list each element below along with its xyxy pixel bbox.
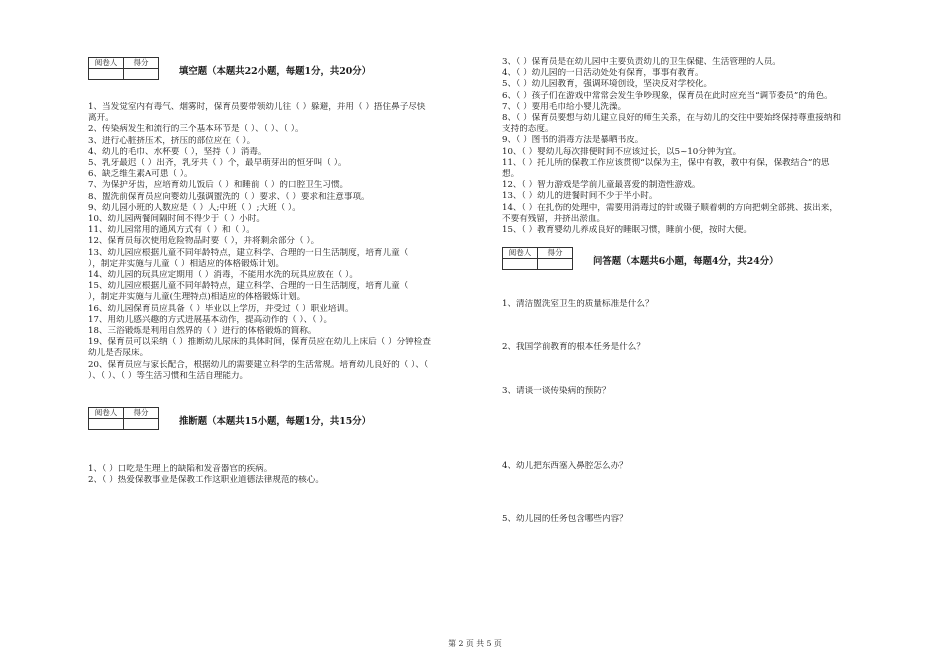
judge-line: 1、（ ）口吃是生理上的缺陷和发音器官的疾病。 xyxy=(88,464,273,475)
fill-line: 17、用幼儿感兴趣的方式进展基本动作，提高动作的（ ）、（ ）。 xyxy=(88,314,333,325)
score-label: 得分 xyxy=(538,248,573,259)
fill-questions xyxy=(88,102,486,382)
fill-section-header xyxy=(88,57,486,80)
judge-line: 13、（ ）幼儿的进餐时间不少于半小时。 xyxy=(502,191,658,202)
fill-line: ），制定并实施与儿童（ ）相适应的体格锻炼计划。 xyxy=(88,258,285,269)
qa-section-header xyxy=(502,247,874,270)
fill-line: 2、传染病发生和流行的三个基本环节是（ ）、（ ）、（ ）。 xyxy=(88,124,304,135)
judge-line: 不要有残留，并挤出淤血。 xyxy=(502,213,606,224)
judge-line: 12、（ ）智力游戏是学前儿童最喜爱的制造性游戏。 xyxy=(502,180,701,191)
qa-item: 5、幼儿园的任务包含哪些内容？ xyxy=(502,514,628,525)
fill-line: 15、幼儿园应根据儿童不同年龄特点，建立科学、合理的一日生活制度，培育儿童（ xyxy=(88,281,409,292)
judge-line: 11、（ ）托儿所的保教工作应该贯彻“以保为主，保中有教，教中有保，保教结合”的思 xyxy=(502,157,830,168)
judge-line: 10、（ ）婴幼儿每次排便时间不应该过长，以5~10分钟为宜。 xyxy=(502,146,742,157)
score-cell[interactable] xyxy=(124,419,159,430)
judge-questions-right xyxy=(502,57,874,236)
left-column xyxy=(88,57,486,486)
fill-line: 5、乳牙最迟（ ）出齐，乳牙共（ ）个，最早萌芽出的恒牙叫（ ）。 xyxy=(88,158,347,169)
score-label: 得分 xyxy=(124,408,159,419)
judge-section-header xyxy=(88,407,486,430)
fill-line: 19、保育员可以采纳（ ）推断幼儿尿床的具体时间，保育员应在幼儿上床后（ ）分钟检查 xyxy=(88,337,431,348)
judge-line: 2、（ ）热爱保教事业是保教工作这职业道德法律规范的核心。 xyxy=(88,475,324,486)
judge-line: 3、（ ）保育员是在幼儿园中主要负责幼儿的卫生保健、生活管理的人员。 xyxy=(502,57,781,67)
fill-line: 6、缺乏维生素A可患（ ）。 xyxy=(88,169,193,180)
grader-cell[interactable] xyxy=(89,69,124,80)
fill-line: 幼儿是否尿床。 xyxy=(88,348,149,359)
score-label: 得分 xyxy=(124,58,159,69)
grader-cell[interactable] xyxy=(503,259,538,270)
grader-table xyxy=(502,247,573,270)
fill-line: 12、保育员每次使用危险物品时要（ ），并将剩余部分（ ）。 xyxy=(88,236,320,247)
fill-line: 13、幼儿园应根据儿童不同年龄特点，建立科学、合理的一日生活制度，培育儿童（ xyxy=(88,247,409,258)
fill-line: 8、盥洗前保育员应向婴幼儿强调盥洗的（ ）要求、（ ）要求和注意事项。 xyxy=(88,191,370,202)
grader-label: 阅卷人 xyxy=(503,248,538,259)
qa-item: 3、请谈一谈传染病的预防？ xyxy=(502,385,611,396)
fill-line: 11、幼儿园常用的通风方式有（ ）和（ ）。 xyxy=(88,225,255,236)
judge-line: 9、（ ）图书的消毒方法是暴晒书皮。 xyxy=(502,135,644,146)
judge-questions-left xyxy=(88,464,486,486)
fill-line: 18、三浴锻炼是利用自然界的（ ）进行的体格锻炼的简称。 xyxy=(88,326,317,337)
fill-line: 9、幼儿园小班的人数应是（ ）人;中班（ ）;大班（ ）。 xyxy=(88,202,301,213)
qa-item: 2、我国学前教育的根本任务是什么？ xyxy=(502,342,645,353)
fill-line: 20、保育员应与家长配合，根据幼儿的需要建立科学的生活常规。培育幼儿良好的（ ）、（ xyxy=(88,359,429,370)
grader-table xyxy=(88,57,159,80)
right-column xyxy=(502,57,874,525)
fill-line: 7、为保护牙齿，应培育幼儿饭后（ ）和睡前（ ）的口腔卫生习惯。 xyxy=(88,180,349,191)
judge-line: 14、（ ）在扎伤的处理中，需要用消毒过的针或镊子顺着刺的方向把刺全部挑、拔出来， xyxy=(502,202,838,213)
grader-label: 阅卷人 xyxy=(89,408,124,419)
grader-label: 阅卷人 xyxy=(89,58,124,69)
qa-item: 1、清洁盥洗室卫生的质量标准是什么？ xyxy=(502,299,654,310)
fill-line: ）、（ ）、（ ）等生活习惯和生活自理能力。 xyxy=(88,370,249,381)
judge-section-title: 推断题（本题共15小题，每题1分，共15分） xyxy=(179,416,371,428)
qa-questions xyxy=(502,299,874,525)
fill-line: 离开。 xyxy=(88,113,114,124)
fill-line: 10、幼儿园两餐间隔时间不得少于（ ）小时。 xyxy=(88,214,265,225)
qa-section-title: 问答题（本题共6小题，每题4分，共24分） xyxy=(593,256,779,268)
page-footer: 第 2 页 共 5 页 xyxy=(448,639,502,648)
judge-line: 15、（ ）教育婴幼儿养成良好的睡眠习惯，睡前小便，按时大便。 xyxy=(502,225,752,236)
judge-line: 支持的态度。 xyxy=(502,124,554,135)
fill-line: ），制定并实施与儿童(生理特点)相适应的体格锻炼计划。 xyxy=(88,292,306,303)
grader-cell[interactable] xyxy=(89,419,124,430)
fill-section-title: 填空题（本题共22小题，每题1分，共20分） xyxy=(179,66,371,77)
score-cell[interactable] xyxy=(124,69,159,80)
fill-line: 3、进行心脏挤压术，挤压的部位应在（ ）。 xyxy=(88,135,256,146)
judge-line: 6、（ ）孩子们在游戏中常常会发生争吵现象，保育员在此时应充当“调节委员”的角色。 xyxy=(502,90,833,101)
fill-line: 16、幼儿园保育员应具备（ ）毕业以上学历，并受过（ ）职业培训。 xyxy=(88,303,354,314)
fill-line: 4、幼儿的毛巾、水杯要（ ），坚持（ ）消毒。 xyxy=(88,146,267,157)
fill-line: 14、幼儿园的玩具应定期用（ ）消毒，不能用水洗的玩具应放在（ ）。 xyxy=(88,270,358,281)
qa-item: 4、幼儿把东西塞入鼻腔怎么办？ xyxy=(502,460,628,471)
grader-table xyxy=(88,407,159,430)
judge-line: 5、（ ）幼儿园教育，强调环境创设，坚决反对学校化。 xyxy=(502,79,713,90)
judge-line: 8、（ ）保育员要想与幼儿建立良好的师生关系，在与幼儿的交往中要始终保持尊重接纳和 xyxy=(502,113,842,124)
judge-line: 7、（ ）要用毛巾给小婴儿洗澡。 xyxy=(502,101,627,112)
judge-line: 想。 xyxy=(502,169,520,180)
judge-line: 4、（ ）幼儿园的一日活动处处有保育，事事有教育。 xyxy=(502,68,704,79)
score-cell[interactable] xyxy=(538,259,573,270)
fill-line: 1、当发觉室内有毒气、烟雾时，保育员要带领幼儿往（ ）躲避，并用（ ）捂住鼻子尽快 xyxy=(88,102,426,112)
